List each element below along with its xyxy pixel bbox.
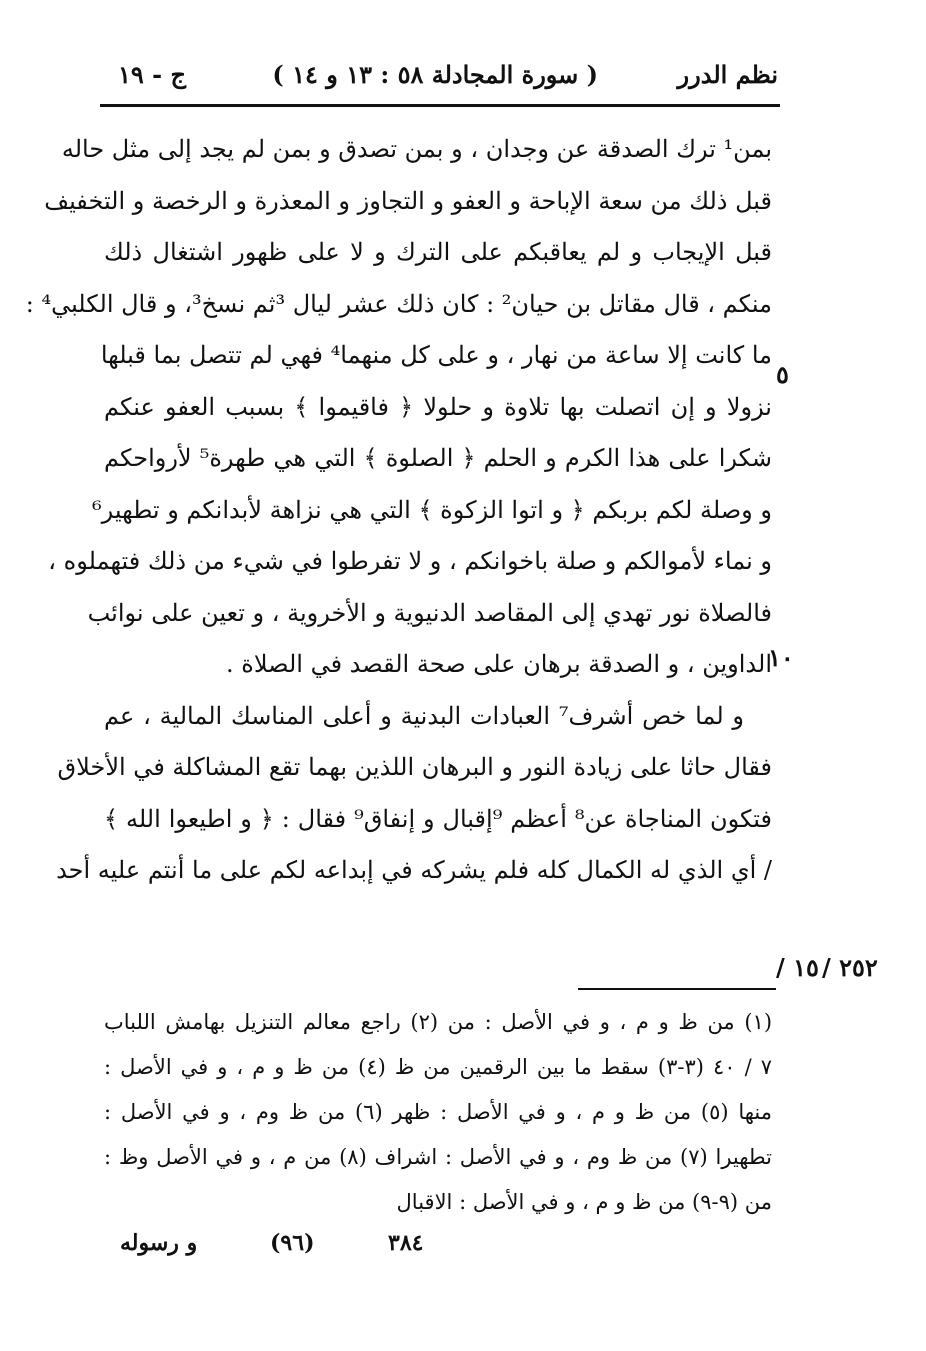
- text-line: فتكون المناجاة عن⁸ أعظم ⁹إقبال و إنفاق⁹ فقال : ﴿ و اطيعوا الله ﴾: [104, 804, 773, 833]
- text-line: بمن¹ ترك الصدقة عن وجدان ، و بمن تصدق و بمن لم يجد إلى مثل حاله: [61, 135, 772, 163]
- surah-reference: ( سورة المجادلة ٥٨ : ١٣ و ١٤ ): [272, 60, 598, 89]
- footnotes: [104, 1000, 772, 1225]
- text-line: فالصلاة نور تهدي إلى المقاصد الدنيوية و الأخروية ، و تعين على نوائب: [87, 598, 772, 627]
- footnote-line: (١) من ظ و م ، و في الأصل : من (٢) راجع معالم التنزيل بهامش اللباب: [104, 1010, 773, 1034]
- footnote-line: من (٩-٩) من ظ و م ، و في الأصل : الاقبال: [396, 1190, 772, 1214]
- text-line: الداوين ، و الصدقة برهان على صحة القصد في الصلاة .: [226, 650, 772, 678]
- text-line: و وصلة لكم بربكم ﴿ و اتوا الزكوة ﴾ التي هي نزاهة لأبدانكم و تطهير⁶: [92, 495, 772, 524]
- footnote-rule: [578, 988, 776, 990]
- text-line: و نماء لأموالكم و صلة باخوانكم ، و لا تفرطوا في شيء من ذلك فتهملوه ،: [48, 547, 772, 575]
- margin-line-number-15: ١٥ /: [776, 953, 819, 982]
- margin-line-number-10: ١٠: [768, 643, 794, 672]
- book-title: نظم الدرر: [677, 60, 778, 89]
- signature-mark: (٩٦): [270, 1230, 315, 1256]
- text-line: قبل الإيجاب و لم يعاقبكم على الترك و لا على ظهور اشتغال ذلك: [104, 238, 772, 266]
- text-line: قبل ذلك من سعة الإباحة و العفو و التجاوز و المعذرة و الرخصة و التخفيف: [44, 186, 772, 215]
- volume-number: ج - ١٩: [118, 60, 186, 89]
- catchword: و رسوله: [120, 1230, 198, 1256]
- margin-line-number-5: ٥: [776, 360, 789, 389]
- main-text: [25, 124, 773, 897]
- text-line: / أي الذي له الكمال كله فلم يشركه في إبداعه لكم على ما أنتم عليه أحد: [56, 856, 772, 884]
- footnote-line: تطهيرا (٧) من ظ وم ، و في الأصل : اشراف (٨) من م ، و في الأصل وظ :: [104, 1145, 772, 1169]
- text-line: ما كانت إلا ساعة من نهار ، و على كل منهما⁴ فهي لم تتصل بما قبلها: [100, 341, 772, 369]
- text-line: و لما خص أشرف⁷ العبادات البدنية و أعلى المناسك المالية ، عم: [104, 701, 744, 730]
- footnote-line: ٧ / ٤٠ (٣-٣) سقط ما بين الرقمين من ظ (٤) من ظ و م ، و في الأصل :: [104, 1055, 772, 1079]
- text-line: شكرا على هذا الكرم و الحلم ﴿ الصلوة ﴾ التي هي طهرة⁵ لأرواحكم: [104, 444, 773, 472]
- running-header: [100, 58, 778, 98]
- text-line: نزولا و إن اتصلت بها تلاوة و حلولا ﴿ فاقيموا ﴾ بسبب العفو عنكم: [104, 392, 772, 421]
- text-line: منكم ، قال مقاتل بن حيان² : كان ذلك عشر ليال ³ثم نسخ³، و قال الكلبي⁴ :: [25, 289, 772, 318]
- text-line: فقال حاثا على زيادة النور و البرهان اللذين بهما تقع المشاكلة في الأخلاق: [57, 753, 772, 781]
- page-number: ٣٨٤: [388, 1230, 424, 1256]
- margin-page-reference: ٢٥٢ /: [822, 953, 878, 982]
- footnote-line: منها (٥) من ظ و م ، و في الأصل : ظهر (٦) من ظ وم ، و في الأصل :: [104, 1100, 772, 1124]
- header-rule: [100, 104, 780, 107]
